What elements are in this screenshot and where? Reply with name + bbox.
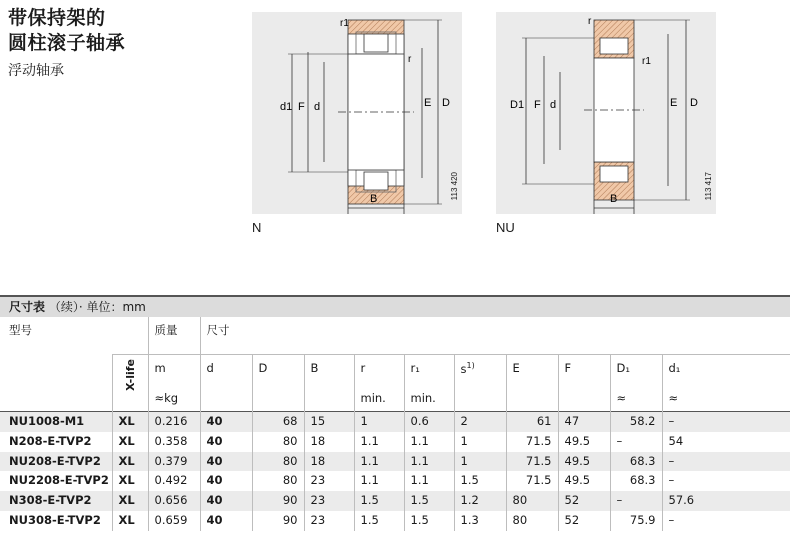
cell-d: 40 bbox=[200, 412, 252, 432]
cell-d1: – bbox=[662, 471, 712, 491]
cell-r1: 1.1 bbox=[404, 471, 454, 491]
cell-r: 1.1 bbox=[354, 432, 404, 452]
cell-E: 71.5 bbox=[506, 432, 558, 452]
cell-d1: – bbox=[662, 511, 712, 531]
header-dimensions: 尺寸 bbox=[200, 317, 790, 355]
cell-designation: NU308-E-TVP2 bbox=[9, 512, 101, 527]
header-mass-unit: ≈kg bbox=[154, 391, 179, 405]
diagram-label-nu: NU bbox=[496, 220, 515, 235]
cell-B: 23 bbox=[304, 491, 354, 511]
cell-mass: 0.358 bbox=[148, 432, 200, 452]
cell-F: 47 bbox=[558, 412, 610, 432]
dim-label-B: B bbox=[370, 193, 378, 205]
header-B: B bbox=[310, 361, 319, 375]
cell-D1: – bbox=[610, 432, 662, 452]
cell-d: 40 bbox=[200, 452, 252, 472]
cell-s: 1.2 bbox=[454, 491, 506, 511]
cell-mass: 0.659 bbox=[148, 511, 200, 531]
cell-d1: 54 bbox=[662, 432, 712, 452]
cell-d1: 57.6 bbox=[662, 491, 712, 511]
table-row bbox=[0, 432, 790, 452]
table-row bbox=[0, 452, 790, 472]
cell-designation: NU208-E-TVP2 bbox=[0, 452, 112, 472]
cell-d: 40 bbox=[200, 491, 252, 511]
header-r: r bbox=[360, 361, 366, 375]
dim-label-r1: r1 bbox=[340, 18, 349, 29]
cell-r: 1.5 bbox=[354, 491, 404, 511]
dim-label-d: d bbox=[314, 101, 321, 113]
header-r1: r₁ bbox=[410, 361, 420, 375]
table-row bbox=[0, 491, 790, 511]
figure-number-n: 113 420 bbox=[450, 172, 459, 201]
cell-s: 1.3 bbox=[454, 511, 506, 531]
page-title-line2: 圆柱滚子轴承 bbox=[8, 32, 126, 54]
dim-label-r: r bbox=[408, 54, 412, 65]
cell-xlife: XL bbox=[112, 511, 148, 531]
cell-B: 18 bbox=[304, 432, 354, 452]
header-mass: 质量 bbox=[148, 317, 200, 355]
header-E: E bbox=[512, 361, 520, 375]
cell-D: 68 bbox=[252, 412, 304, 432]
header-xlife: X-life bbox=[123, 359, 137, 391]
cell-s: 1.5 bbox=[454, 471, 506, 491]
cell-designation: N208-E-TVP2 bbox=[9, 433, 92, 448]
cell-xlife: XL bbox=[112, 432, 148, 452]
dim-label-d1: d1 bbox=[280, 101, 293, 113]
cell-d: 40 bbox=[200, 432, 252, 452]
cell-r1: 0.6 bbox=[404, 412, 454, 432]
cell-d1: – bbox=[662, 412, 712, 432]
table-row bbox=[0, 471, 790, 491]
cell-F: 52 bbox=[558, 491, 610, 511]
cell-F: 49.5 bbox=[558, 432, 610, 452]
title-block bbox=[8, 6, 125, 82]
cell-D: 90 bbox=[252, 511, 304, 531]
dim-label-r1: r1 bbox=[642, 56, 651, 67]
cell-s: 1 bbox=[454, 452, 506, 472]
cell-D: 80 bbox=[252, 452, 304, 472]
dim-label-d: d bbox=[550, 99, 557, 111]
header-s: s bbox=[460, 361, 467, 376]
cell-xlife: XL bbox=[112, 452, 148, 472]
cell-r1: 1.5 bbox=[404, 491, 454, 511]
cell-B: 18 bbox=[304, 452, 354, 472]
diagram-n bbox=[252, 12, 462, 214]
dim-label-F: F bbox=[298, 101, 305, 113]
cell-E: 61 bbox=[506, 412, 558, 432]
cell-E: 71.5 bbox=[506, 452, 558, 472]
diagram-nu bbox=[496, 12, 716, 214]
cell-designation: NU1008-M1 bbox=[0, 412, 112, 432]
cell-r: 1.1 bbox=[354, 452, 404, 472]
header-d1: d₁ bbox=[668, 361, 681, 375]
table-caption bbox=[0, 295, 790, 317]
dim-label-D: D bbox=[690, 97, 698, 109]
header-mass-symbol: m bbox=[154, 361, 166, 375]
cell-E: 71.5 bbox=[506, 471, 558, 491]
table-row bbox=[0, 412, 790, 432]
cell-mass: 0.216 bbox=[148, 412, 200, 432]
cell-D: 90 bbox=[252, 491, 304, 511]
cell-r: 1 bbox=[354, 412, 404, 432]
dim-label-E: E bbox=[670, 97, 678, 109]
cell-mass: 0.379 bbox=[148, 452, 200, 472]
cell-xlife: XL bbox=[112, 491, 148, 511]
table-caption-title: 尺寸表 bbox=[9, 300, 46, 314]
dim-label-r: r bbox=[588, 16, 592, 27]
header-D1-approx: ≈ bbox=[616, 391, 627, 405]
cell-r1: 1.1 bbox=[404, 452, 454, 472]
cell-B: 23 bbox=[304, 471, 354, 491]
cell-d: 40 bbox=[200, 511, 252, 531]
header-r-min: min. bbox=[360, 391, 386, 405]
table-caption-rest: （续）· 单位：mm bbox=[48, 300, 146, 314]
cell-mass: 0.492 bbox=[148, 471, 200, 491]
cell-D1: 68.3 bbox=[610, 452, 662, 472]
cell-B: 23 bbox=[304, 511, 354, 531]
cell-r: 1.1 bbox=[354, 471, 404, 491]
page-title-line1: 带保持架的 bbox=[8, 7, 106, 29]
page-subtitle: 浮动轴承 bbox=[8, 63, 64, 79]
cell-D1: 75.9 bbox=[610, 511, 662, 531]
dim-label-F: F bbox=[534, 99, 541, 111]
cell-D: 80 bbox=[252, 432, 304, 452]
cell-D1: – bbox=[610, 491, 662, 511]
diagram-nu-drawing bbox=[496, 12, 716, 214]
dim-label-B: B bbox=[610, 193, 618, 205]
cell-B: 15 bbox=[304, 412, 354, 432]
cell-designation: N308-E-TVP2 bbox=[0, 491, 112, 511]
dim-label-D1: D1 bbox=[510, 99, 525, 111]
dimension-table bbox=[0, 317, 790, 531]
header-d1-approx: ≈ bbox=[668, 391, 679, 405]
cell-r1: 1.5 bbox=[404, 511, 454, 531]
cell-xlife: XL bbox=[112, 471, 148, 491]
cell-E: 80 bbox=[506, 491, 558, 511]
header-D: D bbox=[258, 361, 268, 375]
cell-r: 1.5 bbox=[354, 511, 404, 531]
header-r1-min: min. bbox=[410, 391, 436, 405]
dim-label-D: D bbox=[442, 97, 450, 109]
table-row bbox=[0, 511, 790, 531]
diagram-n-drawing bbox=[252, 12, 462, 214]
cell-xlife: XL bbox=[112, 412, 148, 432]
cell-mass: 0.656 bbox=[148, 491, 200, 511]
figure-number-nu: 113 417 bbox=[704, 172, 713, 201]
header-s-footnote: 1) bbox=[466, 361, 475, 370]
header-d: d bbox=[206, 361, 214, 375]
cell-d: 40 bbox=[200, 471, 252, 491]
cell-s: 1 bbox=[454, 432, 506, 452]
cell-E: 80 bbox=[506, 511, 558, 531]
cell-s: 2 bbox=[454, 412, 506, 432]
cell-d1: – bbox=[662, 452, 712, 472]
cell-F: 52 bbox=[558, 511, 610, 531]
diagram-label-n: N bbox=[252, 220, 262, 235]
cell-r1: 1.1 bbox=[404, 432, 454, 452]
header-F: F bbox=[564, 361, 572, 375]
header-designation: 型号 bbox=[0, 317, 148, 355]
cell-D: 80 bbox=[252, 471, 304, 491]
cell-D1: 68.3 bbox=[610, 471, 662, 491]
cell-D1: 58.2 bbox=[610, 412, 662, 432]
dim-label-E: E bbox=[424, 97, 432, 109]
cell-F: 49.5 bbox=[558, 452, 610, 472]
cell-F: 49.5 bbox=[558, 471, 610, 491]
cell-designation: NU2208-E-TVP2 bbox=[9, 473, 109, 488]
header-D1: D₁ bbox=[616, 361, 630, 375]
